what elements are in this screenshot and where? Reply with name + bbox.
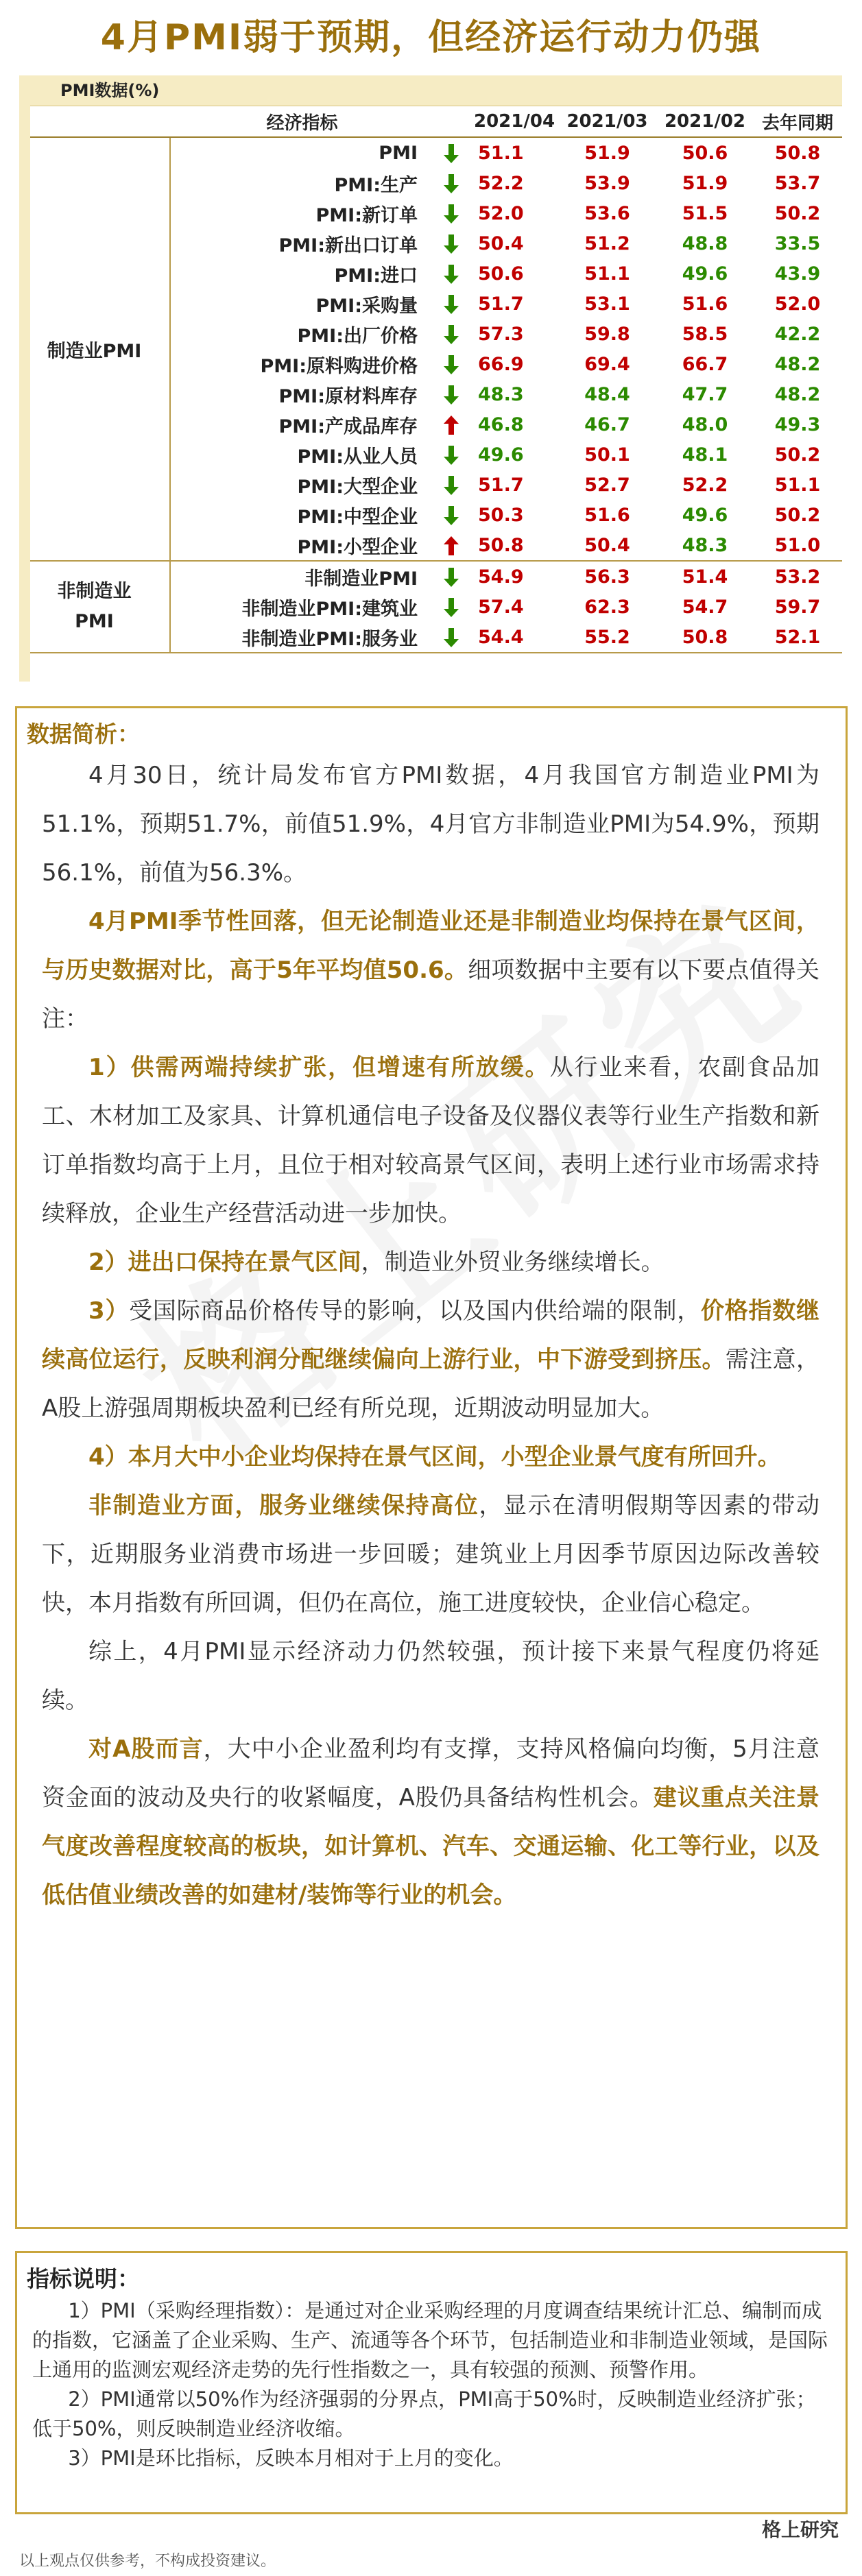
value-cell: 51.6 (584, 504, 630, 526)
value-cell: 48.2 (774, 383, 821, 405)
page-title: 4月PMI弱于预期，但经济运行动力仍强 (100, 17, 762, 58)
header-c2: 2021/03 (558, 106, 657, 137)
header-indicator: 经济指标 (170, 106, 434, 137)
value-cell: 51.0 (753, 530, 842, 561)
value-cell: 46.8 (478, 413, 524, 435)
body-text: 综上，4月PMI显示经济动力仍然较强，预计接下来景气程度仍将延续。 (42, 1638, 819, 1714)
indicator-name: PMI:新订单 (315, 204, 418, 226)
value-cell: 48.3 (657, 530, 753, 561)
arrow-down-icon (434, 440, 468, 470)
value-cell: 49.3 (774, 413, 821, 435)
unit-label: PMI数据(%) (19, 75, 842, 106)
value-cell: 50.4 (478, 232, 524, 254)
value-cell: 52.0 (774, 293, 821, 315)
analysis-paragraph (17, 1725, 846, 1920)
value-cell: 53.7 (774, 172, 821, 194)
value-cell: 51.4 (682, 566, 728, 588)
value-cell: 50.2 (774, 504, 821, 526)
value-cell: 51.9 (682, 172, 728, 194)
body-text: 细项数据中主要有以下要点值得关注： (42, 956, 820, 1033)
value-cell: 53.2 (774, 566, 821, 588)
value-cell: 54.9 (478, 566, 524, 588)
indicator-name: PMI:原料购进价格 (260, 355, 418, 377)
highlight-text: 1）供需两端持续扩张，但增速有所放缓。 (88, 1054, 550, 1081)
value-cell: 62.3 (584, 596, 630, 618)
value-cell: 50.3 (478, 504, 524, 526)
notes-heading: 指标说明： (27, 2265, 140, 2292)
header-c3: 2021/02 (657, 106, 753, 137)
body-text: 受国际商品价格传导的影响，以及国内供给端的限制， (129, 1297, 702, 1325)
analysis-paragraph (17, 1044, 846, 1238)
indicator-name: PMI:出厂价格 (297, 325, 418, 347)
arrow-down-icon (434, 228, 468, 258)
value-cell: 51.1 (774, 474, 821, 496)
header-arrow-blank (434, 106, 468, 137)
analysis-paragraph (17, 1287, 846, 1433)
highlight-text: 4月PMI季节性回落，但无论制造业还是非制造业均保持在景气区间，与历史数据对比，高于5年平均值50.6。 (42, 908, 819, 984)
note-item: 3）PMI是环比指标，反映本月相对于上月的变化。 (68, 2446, 514, 2470)
arrow-down-icon (434, 592, 468, 622)
left-accent-strip (19, 106, 30, 682)
body-text: ，显示在清明假期等因素的带动下，近期服务业消费市场进一步回暖；建筑业上月因季节原因边际改善较快，本月指数有所回调，但仍在高位，施工进度较快，企业信心稳定。 (42, 1492, 820, 1617)
indicator-name: PMI:原材料库存 (278, 385, 418, 407)
value-cell: 49.6 (682, 504, 728, 526)
value-cell: 59.8 (584, 323, 630, 345)
indicator-name: PMI:小型企业 (170, 530, 434, 561)
highlight-text: 4）本月大中小企业均保持在景气区间，小型企业景气度有所回升。 (88, 1443, 781, 1471)
value-cell: 52.7 (584, 474, 630, 496)
value-cell: 46.7 (584, 413, 630, 435)
value-cell: 48.3 (478, 383, 524, 405)
header-c4: 去年同期 (753, 106, 842, 137)
value-cell: 47.7 (682, 383, 728, 405)
body-text: ，制造业外贸业务继续增长。 (361, 1249, 665, 1276)
highlight-text: 价格指数继续高位运行，反映利润分配继续偏向上游行业，中下游受到挤压。 (42, 1297, 820, 1373)
arrow-down-icon (434, 168, 468, 198)
value-cell: 57.4 (478, 596, 524, 618)
body-text: 4月30日，统计局发布官方PMI数据，4月我国官方制造业PMI为51.1%，预期51.7%，前值51.9%，4月官方非制造业PMI为54.9%，预期56.1%，前值为56.3%。 (42, 762, 819, 887)
pmi-table-panel (19, 75, 842, 653)
highlight-text: 3） (88, 1297, 130, 1325)
category-cell: 制造业PMI (19, 137, 170, 561)
arrow-down-icon (434, 379, 468, 409)
value-cell: 51.5 (682, 202, 728, 224)
value-cell: 50.8 (468, 530, 558, 561)
value-cell: 52.0 (478, 202, 524, 224)
arrow-down-icon (434, 319, 468, 349)
analysis-body (17, 751, 846, 1920)
value-cell: 48.2 (774, 353, 821, 375)
arrow-down-icon (434, 561, 468, 592)
arrow-down-icon (434, 289, 468, 319)
indicator-name: PMI (379, 142, 418, 164)
body-text: 需注意，A股上游强周期板块盈利已经有所兑现，近期波动明显加大。 (42, 1346, 819, 1422)
value-cell: 51.1 (478, 142, 524, 164)
value-cell: 50.2 (774, 444, 821, 466)
value-cell: 50.6 (682, 142, 728, 164)
body-text: 从行业来看，农副食品加工、木材加工及家具、计算机通信电子设备及仪器仪表等行业生产指数和新订单指数均高于上月，且位于相对较高景气区间，表明上述行业市场需求持续释放，企业生产经营活动进一步加快。 (42, 1054, 820, 1227)
value-cell: 51.9 (584, 142, 630, 164)
value-cell: 50.8 (657, 622, 753, 653)
value-cell: 57.3 (478, 323, 524, 345)
value-cell: 69.4 (584, 353, 630, 375)
indicator-name: PMI:中型企业 (297, 506, 418, 528)
value-cell: 48.0 (682, 413, 728, 435)
value-cell: 50.2 (774, 202, 821, 224)
body-text: ，大中小企业盈利均有支撑，支持风格偏向均衡，5月注意资金面的波动及央行的收紧幅度，A股仍具备结构性机会。 (42, 1735, 819, 1811)
value-cell: 49.6 (682, 263, 728, 285)
value-cell: 66.7 (682, 353, 728, 375)
disclaimer: 以上观点仅供参考，不构成投资建议。 (19, 2553, 276, 2570)
analysis-section (15, 706, 848, 2229)
pmi-table (19, 106, 842, 653)
indicator-name: PMI:采购量 (315, 295, 418, 317)
value-cell: 48.4 (584, 383, 630, 405)
indicator-name: PMI:从业人员 (297, 446, 418, 468)
arrow-down-icon (434, 622, 468, 653)
analysis-paragraph (17, 1238, 846, 1287)
value-cell: 42.2 (774, 323, 821, 345)
value-cell: 53.9 (584, 172, 630, 194)
value-cell: 51.6 (682, 293, 728, 315)
value-cell: 51.7 (478, 474, 524, 496)
value-cell: 50.1 (584, 444, 630, 466)
analysis-paragraph (17, 898, 846, 1044)
header-blank (19, 106, 170, 137)
table-row (19, 137, 842, 168)
category-cell: 非制造业PMI (19, 561, 170, 653)
value-cell: 33.5 (774, 232, 821, 254)
analysis-paragraph (17, 1433, 846, 1482)
indicator-name: PMI:生产 (334, 174, 418, 196)
arrow-down-icon (434, 349, 468, 379)
value-cell: 51.7 (478, 293, 524, 315)
value-cell: 54.7 (682, 596, 728, 618)
value-cell: 51.1 (584, 263, 630, 285)
highlight-text: 建议重点关注景气度改善程度较高的板块，如计算机、汽车、交通运输、化工等行业，以及低估值业绩改善的如建材/装饰等行业的机会。 (42, 1784, 819, 1909)
notes-body (17, 2296, 846, 2473)
indicator-name: 非制造业PMI:建筑业 (241, 598, 418, 620)
indicator-name: PMI:新出口订单 (278, 234, 418, 256)
analysis-paragraph (17, 751, 846, 898)
value-cell: 48.8 (682, 232, 728, 254)
value-cell: 50.8 (774, 142, 821, 164)
highlight-text: 2）进出口保持在景气区间 (88, 1249, 361, 1276)
value-cell: 66.9 (478, 353, 524, 375)
value-cell: 50.6 (478, 263, 524, 285)
value-cell: 51.2 (584, 232, 630, 254)
highlight-text: 对A股而言 (88, 1735, 204, 1763)
value-cell: 56.3 (584, 566, 630, 588)
arrow-down-icon (434, 470, 468, 500)
value-cell: 52.2 (682, 474, 728, 496)
arrow-down-icon (434, 258, 468, 289)
note-item: 2）PMI通常以50%作为经济强弱的分界点，PMI高于50%时，反映制造业经济扩张；低于50%，则反映制造业经济收缩。 (32, 2387, 816, 2440)
arrow-down-icon (434, 198, 468, 228)
notes-section (15, 2251, 848, 2514)
value-cell: 55.2 (558, 622, 657, 653)
indicator-name: 非制造业PMI:服务业 (170, 622, 434, 653)
value-cell: 50.4 (558, 530, 657, 561)
value-cell: 59.7 (774, 596, 821, 618)
analysis-paragraph (17, 1482, 846, 1628)
indicator-name: PMI:大型企业 (297, 476, 418, 498)
value-cell: 52.1 (753, 622, 842, 653)
arrow-up-icon (434, 409, 468, 440)
analysis-heading: 数据简析： (27, 721, 140, 747)
header-c1: 2021/04 (468, 106, 558, 137)
value-cell: 52.2 (478, 172, 524, 194)
brand-label: 格上研究 (761, 2518, 839, 2541)
value-cell: 58.5 (682, 323, 728, 345)
note-item: 1）PMI（采购经理指数）：是通过对企业采购经理的月度调查结果统计汇总、编制而成的指数，它涵盖了企业采购、生产、流通等各个环节，包括制造业和非制造业领域，是国际上通用的监测宏观经济走势的先行性指数之一，具有较强的预测、预警作用。 (32, 2299, 828, 2381)
indicator-name: PMI:进口 (334, 265, 418, 287)
highlight-text: 非制造业方面，服务业继续保持高位 (88, 1492, 479, 1519)
value-cell: 53.6 (584, 202, 630, 224)
indicator-name: PMI:产成品库存 (278, 416, 418, 437)
arrow-down-icon (434, 500, 468, 530)
value-cell: 53.1 (584, 293, 630, 315)
arrow-up-icon (434, 530, 468, 561)
value-cell: 49.6 (478, 444, 524, 466)
analysis-paragraph (17, 1628, 846, 1725)
value-cell: 54.4 (468, 622, 558, 653)
indicator-name: 非制造业PMI (304, 568, 418, 590)
value-cell: 48.1 (682, 444, 728, 466)
value-cell: 43.9 (774, 263, 821, 285)
table-row (19, 561, 842, 592)
arrow-down-icon (434, 137, 468, 168)
